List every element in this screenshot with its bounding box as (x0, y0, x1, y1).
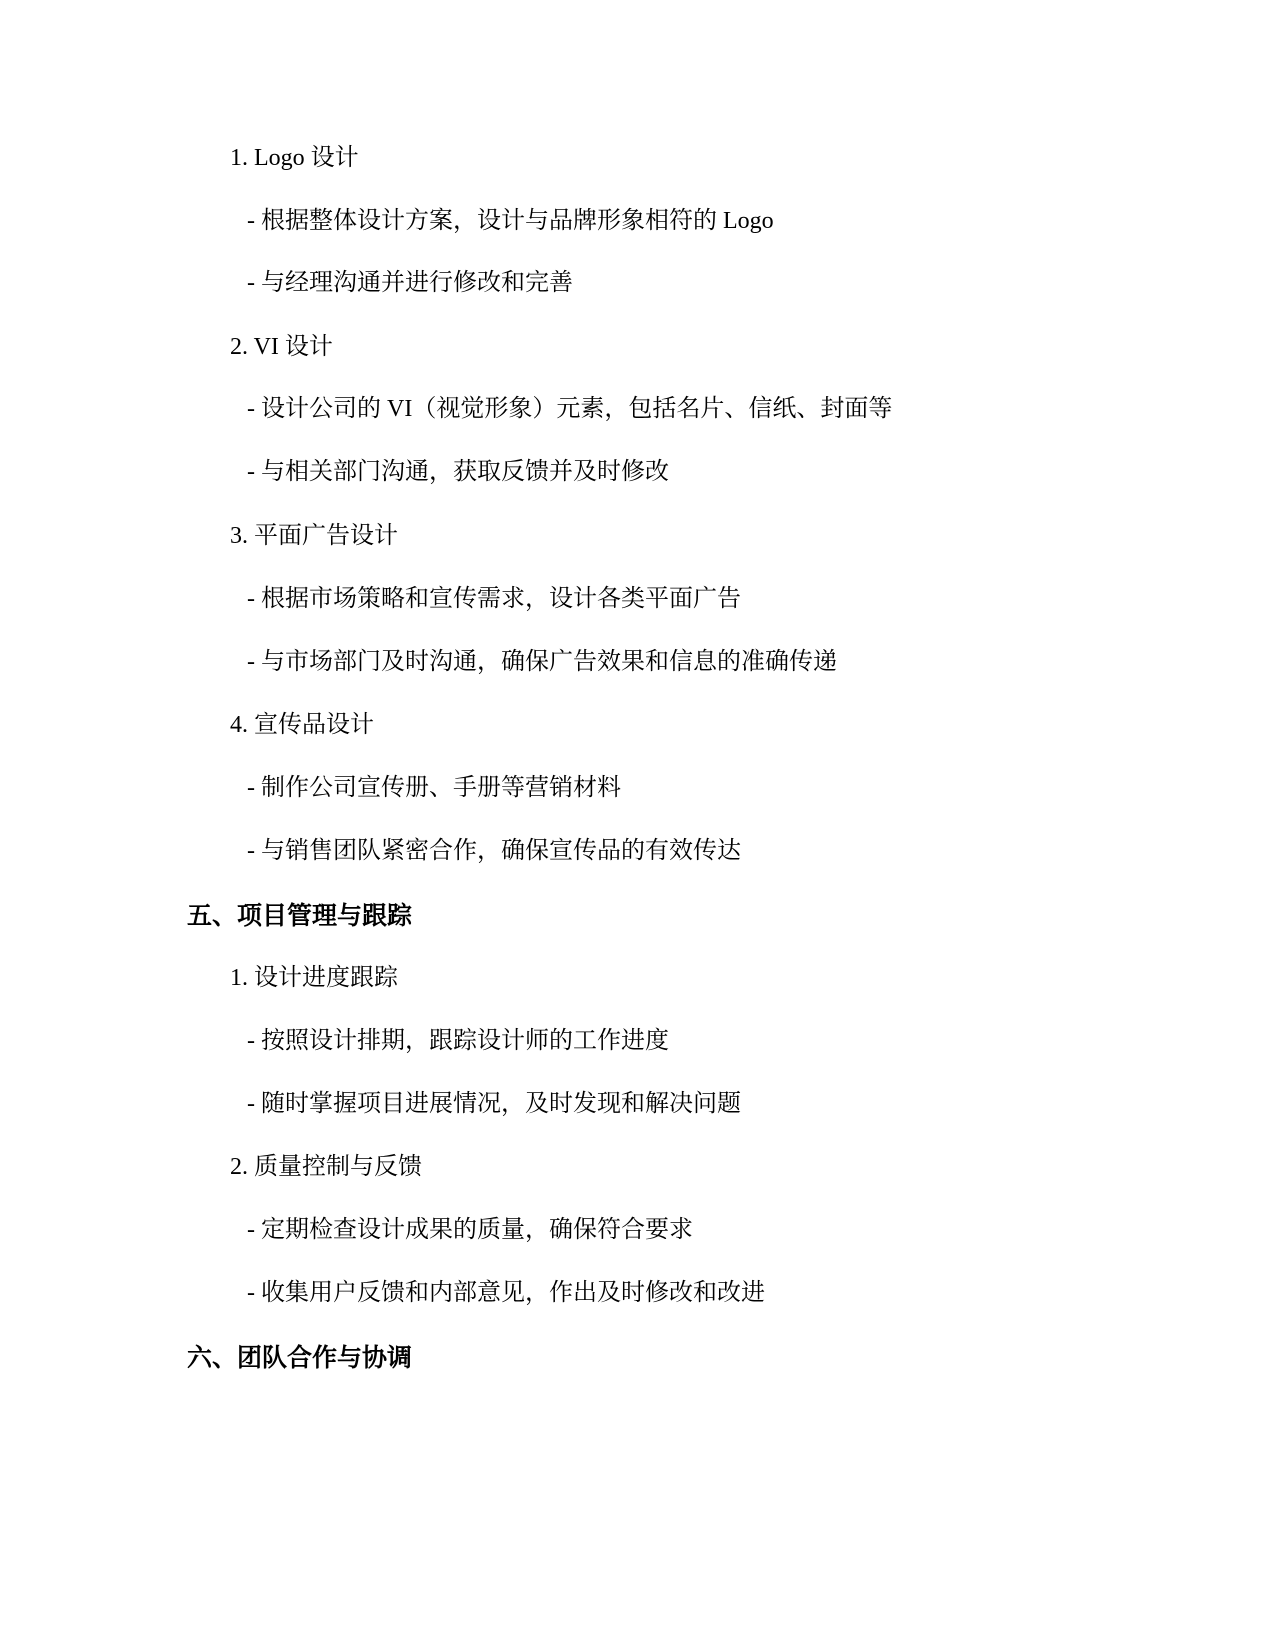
item-quality-control-point-1: - 定期检查设计成果的质量，确保符合要求 (247, 1217, 693, 1243)
section-heading-project-management: 五、项目管理与跟踪 (187, 901, 413, 930)
item-print-ad-design-point-2: - 与市场部门及时沟通，确保广告效果和信息的准确传递 (247, 649, 837, 675)
item-promo-design-point-1: - 制作公司宣传册、手册等营销材料 (247, 775, 621, 801)
item-progress-tracking-point-2: - 随时掌握项目进展情况，及时发现和解决问题 (247, 1091, 741, 1117)
item-quality-control-point-2: - 收集用户反馈和内部意见，作出及时修改和改进 (247, 1280, 765, 1306)
item-promo-design-title: 4. 宣传品设计 (230, 712, 374, 738)
item-progress-tracking-point-1: - 按照设计排期，跟踪设计师的工作进度 (247, 1028, 669, 1054)
item-print-ad-design-title: 3. 平面广告设计 (230, 523, 398, 549)
item-vi-design-title: 2. VI 设计 (230, 334, 333, 360)
section-heading-team-collaboration: 六、团队合作与协调 (187, 1343, 413, 1372)
item-quality-control-title: 2. 质量控制与反馈 (230, 1154, 422, 1180)
item-print-ad-design-point-1: - 根据市场策略和宣传需求，设计各类平面广告 (247, 586, 741, 612)
item-vi-design-point-1: - 设计公司的 VI（视觉形象）元素，包括名片、信纸、封面等 (247, 396, 893, 422)
item-vi-design-point-2: - 与相关部门沟通，获取反馈并及时修改 (247, 459, 669, 485)
item-progress-tracking-title: 1. 设计进度跟踪 (230, 965, 398, 991)
item-promo-design-point-2: - 与销售团队紧密合作，确保宣传品的有效传达 (247, 838, 741, 864)
item-logo-design-point-1: - 根据整体设计方案，设计与品牌形象相符的 Logo (247, 208, 774, 234)
item-logo-design-title: 1. Logo 设计 (230, 145, 359, 171)
item-logo-design-point-2: - 与经理沟通并进行修改和完善 (247, 270, 573, 296)
